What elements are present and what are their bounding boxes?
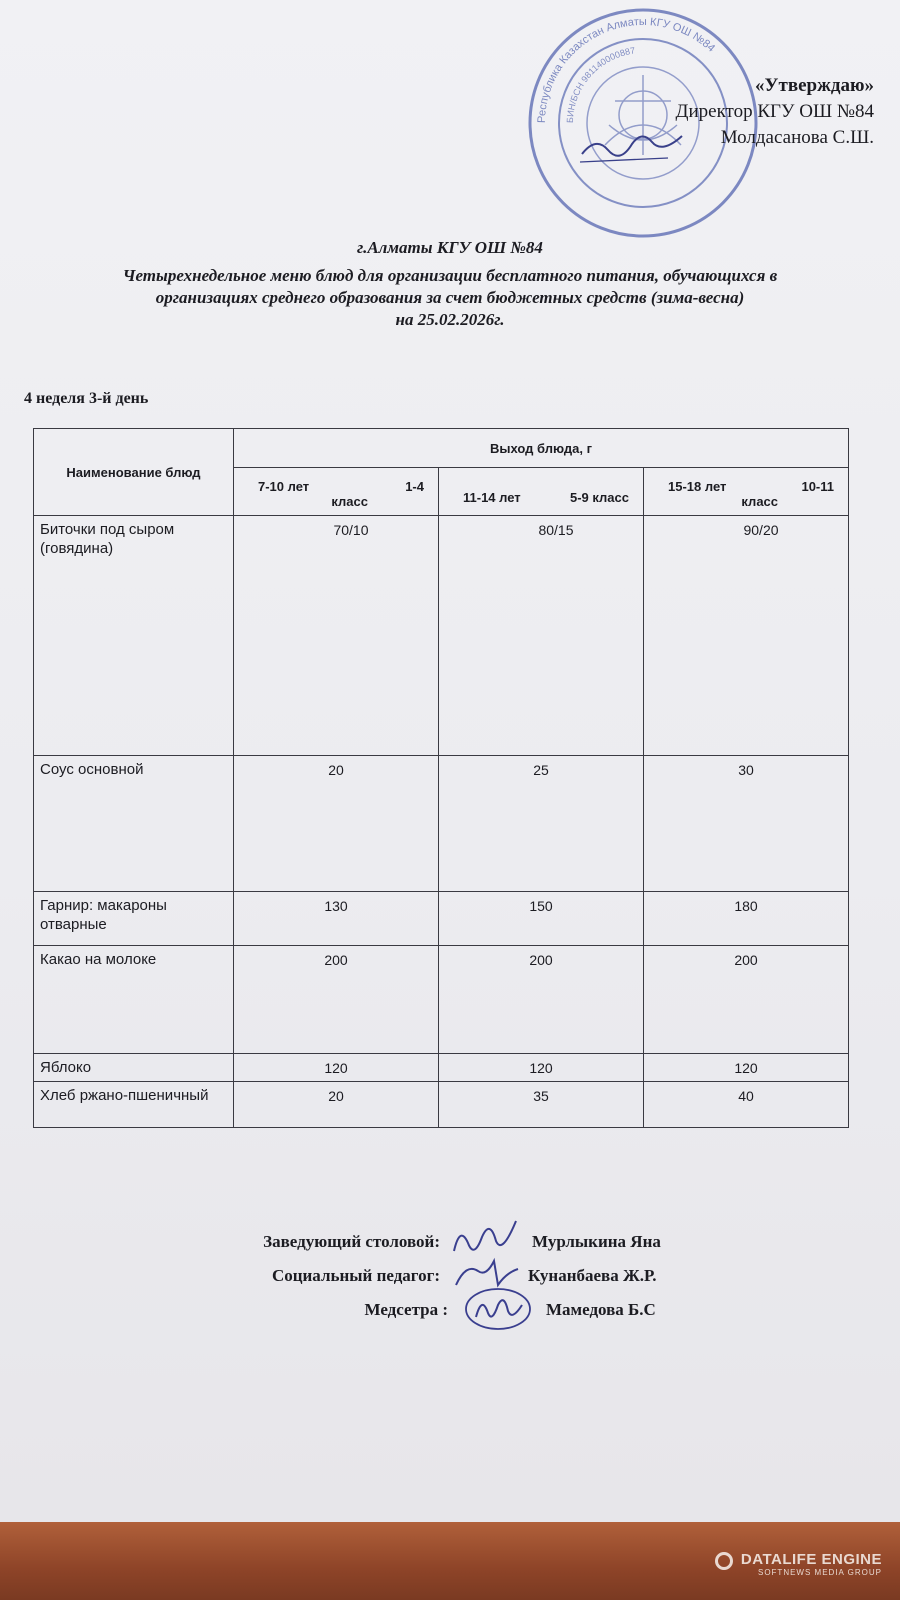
watermark-brand: DATALIFE ENGINE: [740, 1551, 882, 1568]
age-group-header: [644, 468, 849, 516]
site-watermark: [741, 1551, 882, 1577]
dish-name: Хлеб ржано-пшеничный: [34, 1082, 234, 1128]
approval-title: «Утверждаю»: [755, 75, 874, 96]
dish-output-value: 130: [234, 892, 439, 946]
age-group-class: 10-11: [801, 478, 835, 494]
seal-inner-text: БИН/БСН 981140000887: [564, 45, 636, 124]
table-row: [34, 892, 849, 946]
week-day-label: 4 неделя 3-й день: [24, 390, 149, 407]
city-school-heading: г.Алматы КГУ ОШ №84: [357, 238, 543, 257]
age-group-class-suffix: класс: [331, 493, 368, 509]
table-row: [34, 756, 849, 892]
signature-name: Мамедова Б.С: [546, 1300, 656, 1319]
dish-output-value: 150: [439, 892, 644, 946]
watermark-subtitle: SOFTNEWS MEDIA GROUP: [757, 1568, 882, 1577]
signature-row: [0, 1293, 900, 1327]
signature-row: [0, 1259, 900, 1293]
dish-output-value: 20: [234, 756, 439, 892]
dish-output-value: 20: [234, 1082, 439, 1128]
dish-output-value: 70/10: [234, 516, 439, 756]
age-group-age: 11-14 лет: [463, 490, 521, 506]
svg-text:БИН/БСН 981140000887: [565, 45, 636, 123]
column-header-dish-name: Наименование блюд: [34, 429, 234, 516]
menu-title-line-2: организациях среднего образования за счет бюджетных средств (зима-весна): [155, 288, 745, 307]
age-group-header: [234, 468, 439, 516]
signature-name: Мурлыкина Яна: [532, 1232, 661, 1251]
table-row: [34, 516, 849, 756]
signatures-block: [0, 1225, 900, 1327]
approval-block: [676, 73, 874, 151]
signature-name: Кунанбаева Ж.Р.: [528, 1266, 657, 1285]
age-group-class: 5-9 класс: [569, 490, 629, 506]
dish-output-value: 25: [439, 756, 644, 892]
signature-row: [0, 1225, 900, 1259]
menu-table: [33, 428, 849, 1128]
approval-position: Директор КГУ ОШ №84: [675, 101, 874, 122]
age-group-class: 1-4: [405, 478, 424, 494]
dish-output-value: 120: [234, 1054, 439, 1082]
approval-name: Молдасанова С.Ш.: [720, 127, 874, 148]
gear-icon: [715, 1552, 733, 1570]
age-group-age: 15-18 лет: [668, 478, 727, 494]
column-header-output: Выход блюда, г: [234, 429, 849, 468]
dish-output-value: 40: [644, 1082, 849, 1128]
table-row: [34, 1082, 849, 1128]
signature-nurse-icon: [462, 1283, 538, 1333]
dish-output-value: 80/15: [439, 516, 644, 756]
dish-output-value: 30: [644, 756, 849, 892]
dish-output-value: 200: [644, 946, 849, 1054]
menu-title: [0, 265, 900, 331]
age-group-class-suffix: класс: [741, 493, 779, 509]
signature-role: Заведующий столовой:: [263, 1232, 440, 1251]
dish-output-value: 35: [439, 1082, 644, 1128]
seal-ring-text: Республика Казахстан Алматы КГУ ОШ №84: [535, 15, 718, 124]
dish-name: Какао на молоке: [34, 946, 234, 1054]
signature-role: Медсетра :: [364, 1300, 448, 1319]
age-group-age: 7-10 лет: [258, 478, 310, 494]
table-row: [34, 946, 849, 1054]
dish-output-value: 120: [644, 1054, 849, 1082]
age-group-header: [439, 468, 644, 516]
dish-output-value: 180: [644, 892, 849, 946]
table-row: [34, 1054, 849, 1082]
dish-name: Яблоко: [34, 1054, 234, 1082]
dish-name: Биточки под сыром (говядина): [34, 516, 234, 756]
menu-title-line-1: Четырехнедельное меню блюд для организации бесплатного питания, обучающихся в: [122, 266, 778, 285]
director-signature-icon: [578, 128, 688, 168]
dish-output-value: 120: [439, 1054, 644, 1082]
dish-output-value: 200: [234, 946, 439, 1054]
signature-role: Социальный педагог:: [271, 1266, 440, 1285]
dish-output-value: 90/20: [644, 516, 849, 756]
dish-name: Гарнир: макароны отварные: [34, 892, 234, 946]
menu-title-date: на 25.02.2026г.: [395, 310, 505, 329]
dish-name: Соус основной: [34, 756, 234, 892]
dish-output-value: 200: [439, 946, 644, 1054]
